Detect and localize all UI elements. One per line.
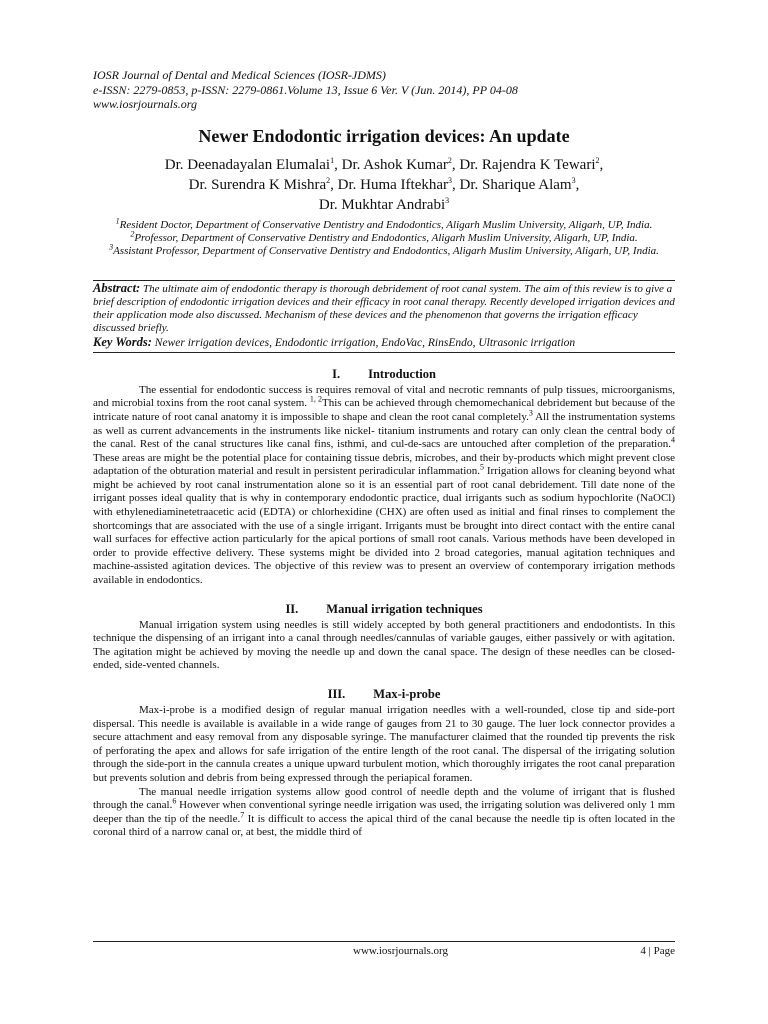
author-name: , Dr. Sharique Alam — [452, 176, 572, 193]
page-number: 4 | Page — [640, 945, 675, 957]
affiliation-item — [93, 229, 675, 245]
section-number: II. — [285, 601, 299, 616]
manual-irrigation-paragraph: Manual irrigation system using needles is still widely accepted by both general practitioners and endodontists. In this technique the dispensing of an irrigant into a canal through needles/cannulas of variable gauges, either passively or with agitation. The agitation might be achieved by moving the needle up and down the canal space. The design of these needles can be closed-ended, side-vented channels. — [93, 618, 675, 672]
author-name: Dr. Surendra K Mishra — [188, 176, 327, 193]
paragraph-text: The essential for endodontic success is requires removal of vital and necrotic remnants of pulp tissues, microorganisms, and microbial toxins from the root canal system. — [93, 383, 675, 410]
citation-mark: 6 — [172, 796, 177, 806]
paragraph-text: The manual needle irrigation systems allow good control of needle depth and the volume of irrigant that is flushed through the canal. — [93, 785, 675, 812]
section-title: Manual irrigation techniques — [326, 601, 483, 616]
page-footer — [93, 941, 675, 959]
journal-issn: e-ISSN: 2279-0853, p-ISSN: 2279-0861.Volume 13, Issue 6 Ver. V (Jun. 2014), PP 04-08 — [93, 82, 518, 97]
journal-website: www.iosrjournals.org — [93, 97, 198, 111]
author-affiliation-mark: 2 — [326, 175, 331, 185]
author-affiliation-mark: 3 — [571, 175, 576, 185]
abstract-text: The ultimate aim of endodontic therapy is thorough debridement of root canal system. The aim of this review is to give a brief description of endodontic irrigation devices and their efficacy in root canal therapy. Recently developed irrigation devices and their application mode also discussed. Mechanism of these devices and the phenomenon that governs the irrigation efficacy discussed briefly. — [93, 282, 675, 335]
citation-mark: 3 — [528, 408, 533, 418]
paragraph-text: This can be achieved through chemomechanical debridement but because of the intricate nature of root canal anatomy it is impossible to shape and clean the root canal completely. — [93, 397, 676, 423]
keywords — [93, 336, 675, 350]
max-i-probe-paragraph — [93, 786, 675, 840]
paragraph-text: Irrigation allows for cleaning beyond what might be achieved by root canal instrumentation alone so it is an essential part of root canal debridement. Till date none of the irrigant posses ideal quality that is why in contemporary endodontic practice, dual irrigants such as sodium hypochlorite (NaOCl) with ethylenediaminetetraacetic acid (EDTA) or chlorhexidine (CHX) are often used as initial and final rinses to complement the shortcomings that are associated with the use of a single irrigant. Irrigants must be brought into direct contact with the entire canal wall surfaces for effective action particularly for the apical portions of small root canals. Various methods have been developed in order to provide effective delivery. These systems might be divided into 2 broad categories, manual agitation techniques and machine-assisted agitation devices. The objective of this review was to present an overview of contemporary irrigation methods available in endodontics. — [93, 465, 676, 587]
abstract — [93, 282, 675, 336]
affiliation-mark: 3 — [109, 242, 114, 252]
journal-header — [93, 68, 675, 112]
section-title: Max-i-probe — [373, 687, 441, 702]
section-number: III. — [327, 687, 346, 702]
journal-name: IOSR Journal of Dental and Medical Sciences (IOSR-JDMS) — [93, 68, 386, 82]
author-affiliation-mark: 3 — [445, 195, 450, 205]
affiliation-list — [93, 215, 675, 259]
author-separator: , — [575, 176, 580, 193]
section-title: Introduction — [368, 366, 436, 381]
author-name: , Dr. Huma Iftekhar — [330, 176, 449, 193]
affiliation-item — [93, 215, 675, 232]
affiliation-item — [93, 242, 675, 258]
author-affiliation-mark: 3 — [448, 175, 453, 185]
paper-title: Newer Endodontic irrigation devices: An update — [198, 125, 570, 146]
author-name: , Dr. Ashok Kumar — [334, 156, 448, 173]
paragraph-text: All the instrumentation systems as well as current advancements in the instruments like nickel- titanium instruments and rotary can only clean the central body of the canal. Rest of the canal structures like canal fins, isthmi, and cul-de-sacs are untouched after completion of the preparation. — [93, 410, 675, 451]
affiliation-text: Assistant Professor, Department of Conservative Dentistry and Endodontics, Aligarh Muslim University, Aligarh, UP, India. — [113, 245, 659, 258]
author-affiliation-mark: 1 — [330, 155, 335, 165]
affiliation-text: Resident Doctor, Department of Conservative Dentistry and Endodontics, Aligarh Muslim University, Aligarh, UP, India. — [119, 218, 653, 231]
abstract-box — [93, 280, 675, 353]
author-name: Dr. Mukhtar Andrabi — [318, 196, 446, 213]
keywords-text: Newer irrigation devices, Endodontic irrigation, EndoVac, RinsEndo, Ultrasonic irrigation — [151, 336, 576, 349]
author-name: Dr. Deenadayalan Elumalai — [164, 156, 331, 173]
author-list — [93, 155, 675, 215]
paragraph-text: However when conventional syringe needle irrigation was used, the irrigating solution was delivered only 1 mm deeper than the tip of the needle. — [93, 799, 675, 825]
keywords-label: Key Words: — [93, 334, 152, 349]
citation-mark: 1, 2 — [309, 394, 323, 404]
footer-website: www.iosrjournals.org — [353, 945, 449, 957]
section-number: I. — [332, 366, 341, 381]
section-heading-introduction — [93, 367, 675, 382]
section-heading-max-i-probe — [93, 687, 675, 702]
author-affiliation-mark: 2 — [447, 155, 452, 165]
affiliation-mark: 2 — [130, 229, 135, 239]
article-page — [93, 68, 675, 840]
affiliation-text: Professor, Department of Conservative Dentistry and Endodontics, Aligarh Muslim University, Aligarh, UP, India. — [134, 231, 638, 244]
citation-mark: 4 — [671, 435, 675, 445]
affiliation-mark: 1 — [115, 215, 120, 225]
author-name: , Dr. Rajendra K Tewari — [451, 156, 596, 173]
paragraph-text: These areas are might be the potential place for containing tissue debris, microbes, and their by-products which might prevent close adaptation of the obturation material and result in persistent periradicular inflammation. — [93, 451, 675, 478]
citation-mark: 5 — [480, 462, 485, 472]
author-separator: , — [599, 156, 604, 173]
citation-mark: 7 — [240, 810, 245, 820]
paragraph-text: It is difficult to access the apical third of the canal because the needle tip is often located in the coronal third of a narrow canal or, at best, the middle third of — [93, 812, 675, 839]
section-heading-manual-irrigation — [93, 602, 675, 617]
max-i-probe-paragraph: Max-i-probe is a modified design of regular manual irrigation needles with a well-rounded, close tip and side-port dispersal. This needle is available is available in a wide range of gauges from 21 to 30 gauge. The luer lock connector provides a secure attachment and easy removal from any disposable syringe. The manufacturer claimed that the rounded tip prevents the risk of perforating the apex and allows for safe irrigation of the entire length of the root canal. The dispersal of the irrigating solution through the side-port in the cannula creates a unique upward turbulent motion, which thoroughly irrigates the root canal preparation but prevents solution and debris from being expressed through the periapical foramen. — [93, 704, 675, 784]
abstract-label: Abstract: — [93, 280, 141, 295]
author-affiliation-mark: 2 — [595, 155, 600, 165]
introduction-paragraph — [93, 384, 675, 588]
